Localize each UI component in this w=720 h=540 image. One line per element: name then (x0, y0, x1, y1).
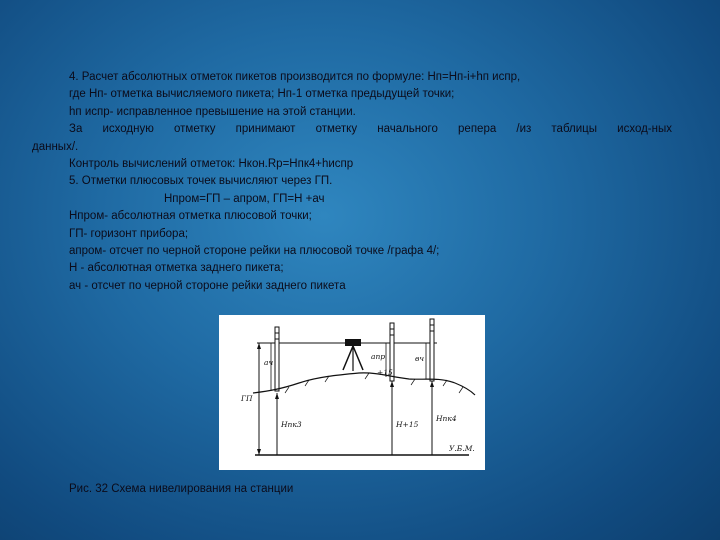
label-plus-15: +15 (377, 368, 393, 377)
leveling-diagram-svg (219, 315, 485, 470)
figure-caption: Рис. 32 Схема нивелирования на станции (69, 483, 294, 495)
text-line-ach-definition: ач - отсчет по черной стороне рейки заднего пикета (69, 279, 346, 292)
text-line-hprom-definition: Нпром- абсолютная отметка плюсовой точки; (69, 210, 312, 223)
label-h-plus-15: H+15 (396, 420, 419, 429)
rear-staff (275, 327, 279, 391)
text-line-gp-definition: ГП- горизонт прибора; (69, 227, 189, 240)
text-line-formula-intro: 4. Расчет абсолютных отметок пикетов производится по формуле: Нп=Нп-i+hп испр, (69, 71, 521, 83)
text-line-data-suffix: данных/. (32, 140, 79, 153)
text-line-aprom-definition: апром- отсчет по черной стороне рейки на плюсовой точке /графа 4/; (69, 245, 440, 258)
leveling-diagram (219, 315, 485, 470)
label-a-pr: aпр (371, 352, 386, 361)
label-h-pk3: Hпк3 (281, 420, 302, 429)
text-line-control: Контроль вычислений отметок: Нкон.Rр=Нпк4+hиспр (69, 158, 354, 171)
label-level-mark: У.Б.М. (449, 444, 475, 453)
text-line-hprom-formula: Нпром=ГП – апром, ГП=Н +ач (164, 192, 325, 205)
label-b-ch: вч (415, 354, 425, 363)
ground-hatching (285, 373, 463, 393)
text-block (32, 69, 672, 295)
label-h-pk4: Hпк4 (436, 414, 457, 423)
level-instrument (343, 339, 363, 371)
label-gp: ГП (241, 394, 253, 403)
text-line-initial-mark: За исходную отметку принимают отметку начального репера /из таблицы исход-ных (69, 123, 672, 136)
text-line-hp-definition: где Нп- отметка вычисляемого пикета; Нп-1 отметка предыдущей точки; (69, 88, 455, 101)
text-line-step-5: 5. Отметки плюсовых точек вычисляют через ГП. (69, 175, 333, 188)
front-staff (430, 319, 434, 381)
text-line-hcorr-definition: hп испр- исправленное превышение на этой станции. (69, 105, 356, 118)
label-a-ch: aч (264, 358, 274, 367)
text-line-h-definition: Н - абсолютная отметка заднего пикета; (69, 262, 284, 275)
